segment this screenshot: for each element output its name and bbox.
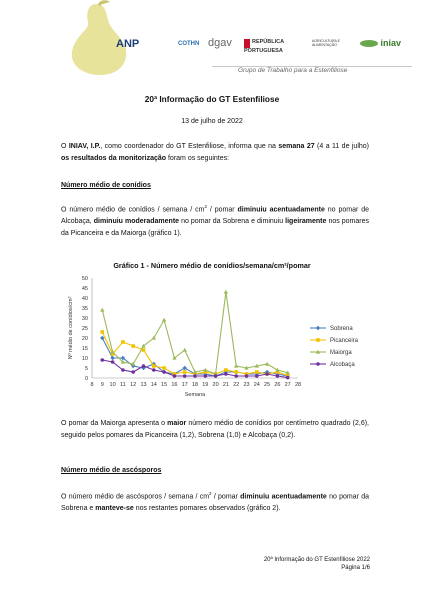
conidios-line-chart <box>60 270 370 400</box>
legend-label-maiorga: Maiorga <box>330 350 352 356</box>
data-point <box>111 360 115 364</box>
x-tick-label: 17 <box>181 382 188 388</box>
data-point <box>110 356 114 360</box>
data-point <box>173 374 177 378</box>
republica-emblem-icon <box>244 39 250 48</box>
data-point <box>162 370 166 374</box>
agricultura-logo: AGRICULTURA E ALIMENTAÇÃO <box>312 39 340 47</box>
iniav-leaf-icon <box>360 40 378 47</box>
data-point <box>183 374 187 378</box>
x-tick-label: 23 <box>243 382 250 388</box>
data-point <box>131 370 135 374</box>
y-axis-title: Nº médio de conídios/cm² <box>68 296 74 360</box>
data-point <box>255 370 259 374</box>
data-point <box>265 372 269 376</box>
intro-paragraph: O INIAV, I.P., como coordenador do GT Estenfiliose, informa que na semana 27 (4 a 11 de julho) os resultados da monitorização foram os seguintes: <box>61 143 369 162</box>
section-heading-ascosporos: Número médio de ascósporos <box>61 467 162 474</box>
y-tick-label: 10 <box>81 356 88 362</box>
x-tick-label: 19 <box>202 382 209 388</box>
y-tick-label: 45 <box>81 286 88 292</box>
y-tick-label: 40 <box>81 296 88 302</box>
x-tick-label: 11 <box>120 382 126 388</box>
y-tick-label: 5 <box>84 366 88 372</box>
data-point <box>245 374 249 378</box>
data-point <box>183 348 187 352</box>
series-line-picanceira <box>102 332 287 376</box>
x-tick-label: 20 <box>212 382 219 388</box>
data-point <box>276 374 280 378</box>
x-tick-label: 27 <box>284 382 291 388</box>
y-tick-label: 0 <box>84 376 88 382</box>
maiorga-paragraph: O pomar da Maiorga apresenta o maior número médio de conídios por centímetro quadrado (2,6), seguido pelos pomares da Picanceira (1,2), Sobrena (1,0) e Alcobaça (0,2). <box>61 420 369 439</box>
x-tick-label: 12 <box>130 382 137 388</box>
data-point <box>183 366 187 370</box>
data-point <box>234 370 238 374</box>
footer-doc-title: 20ª Informação do GT Estenfiliose 2022 <box>263 557 370 563</box>
x-axis-title: Semana <box>184 392 206 398</box>
data-point <box>286 376 290 380</box>
x-tick-label: 25 <box>264 382 271 388</box>
x-tick-label: 10 <box>109 382 116 388</box>
data-point <box>101 358 105 362</box>
data-point <box>162 318 166 322</box>
x-tick-label: 8 <box>90 382 94 388</box>
data-point <box>204 374 208 378</box>
y-tick-label: 35 <box>81 306 88 312</box>
data-point <box>224 372 228 376</box>
x-tick-label: 14 <box>150 382 157 388</box>
data-point <box>121 340 125 344</box>
y-tick-label: 25 <box>81 326 88 332</box>
data-point <box>214 374 218 378</box>
data-point <box>224 368 228 372</box>
data-point <box>193 374 197 378</box>
legend-marker <box>316 326 320 330</box>
x-tick-label: 22 <box>233 382 240 388</box>
document-date: 13 de julho de 2022 <box>181 118 243 125</box>
y-tick-label: 20 <box>81 336 88 342</box>
data-point <box>203 368 207 372</box>
chart-title: Gráfico 1 - Número médio de conídios/semana/cm²/pomar <box>113 261 311 270</box>
data-point <box>234 364 238 368</box>
y-tick-label: 15 <box>81 346 88 352</box>
y-tick-label: 50 <box>81 276 88 282</box>
iniav-logo <box>360 38 401 48</box>
x-tick-label: 9 <box>100 382 104 388</box>
x-tick-label: 24 <box>253 382 260 388</box>
x-tick-label: 26 <box>274 382 281 388</box>
republica-text: REPÚBLICA PORTUGUESA <box>244 39 284 54</box>
data-point <box>131 344 135 348</box>
x-tick-label: 13 <box>140 382 147 388</box>
data-point <box>162 366 166 370</box>
x-tick-label: 15 <box>161 382 168 388</box>
data-point <box>142 364 146 368</box>
legend-marker <box>316 338 320 342</box>
legend-label-alcobaça: Alcobaça <box>330 362 355 368</box>
partner-logos <box>116 34 416 64</box>
ascosporos-paragraph: O número médio de ascósporos / semana / $cm^2$ / pomar diminuiu acentuadamente no pomar da Sobrena e manteve-se nos restantes pomares observados (gráfico 2). <box>61 491 370 513</box>
data-point <box>234 374 238 378</box>
section-heading-conidios: Número médio de conídios <box>61 182 151 189</box>
data-point <box>224 290 228 294</box>
data-point <box>101 330 105 334</box>
data-point <box>255 374 259 378</box>
conidios-paragraph: O número médio de conídios / semana / $cm^2$ / pomar diminuiu acentuadamente no pomar de Alcobaça, diminuiu moderadamente no pomar da Sobrena e diminuiu ligeiramente nos pomares da Picanceira e da Maiorga (gráfico 1). <box>61 204 369 238</box>
cothn-logo: COTHN <box>178 41 200 47</box>
data-point <box>100 308 104 312</box>
document-title: 20ª Informação do GT Estenfiliose <box>144 94 280 104</box>
data-point <box>152 368 156 372</box>
x-tick-label: 28 <box>294 382 302 388</box>
x-tick-label: 21 <box>222 382 229 388</box>
data-point <box>121 368 125 372</box>
page-footer <box>264 556 370 572</box>
legend-label-sobrena: Sobrena <box>330 326 353 332</box>
dgav-logo: dgav <box>208 37 232 49</box>
x-tick-label: 16 <box>171 382 178 388</box>
legend-label-picanceira: Picanceira <box>330 338 359 344</box>
data-point <box>265 362 269 366</box>
group-name: Grupo de Trabalho para a Estenfiliose <box>238 67 348 74</box>
iniav-text: iniav <box>380 38 402 48</box>
republica-logo <box>244 39 304 54</box>
data-point <box>183 370 187 374</box>
x-tick-label: 18 <box>191 382 199 388</box>
data-point <box>152 364 156 368</box>
legend-marker <box>316 362 320 366</box>
page-number: Página 1/6 <box>341 565 370 571</box>
y-tick-label: 30 <box>81 316 88 322</box>
series-line-maiorga <box>102 292 287 374</box>
anp-logo: ANP <box>116 38 140 50</box>
